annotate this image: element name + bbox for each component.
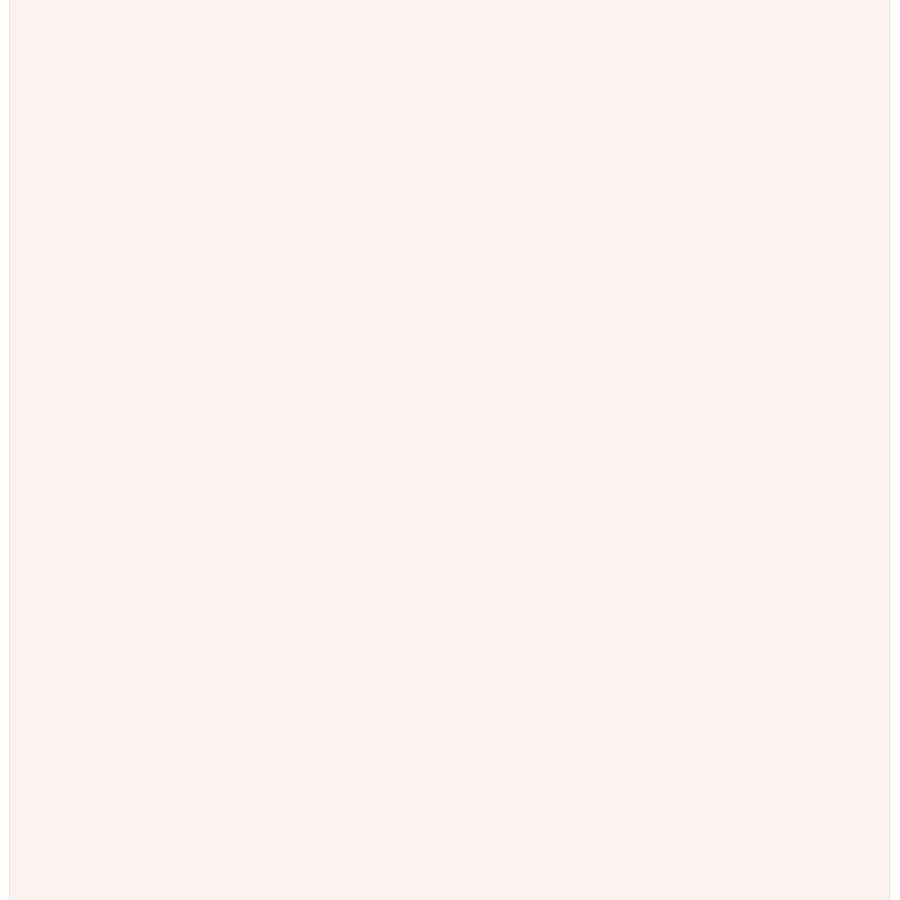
page-panel [9, 0, 890, 900]
